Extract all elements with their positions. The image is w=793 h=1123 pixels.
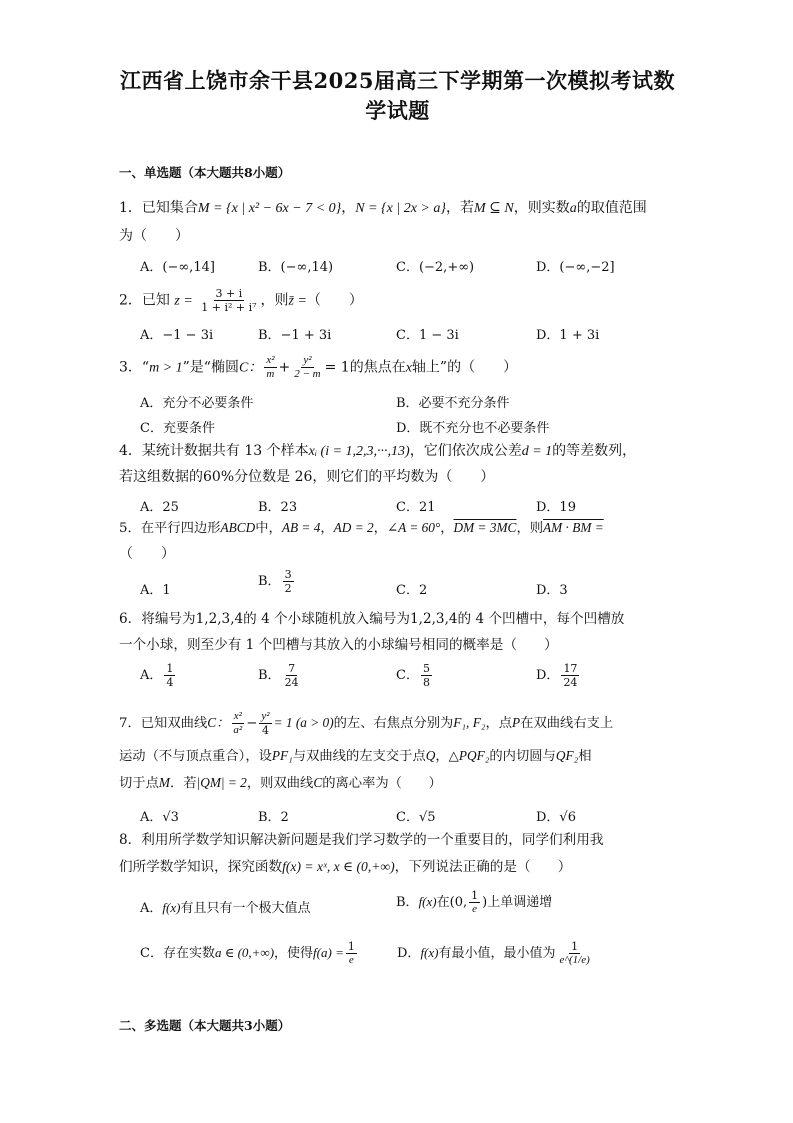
q8-b-label: B．: [396, 895, 419, 910]
q4-text-2: ，它们依次成公差: [409, 443, 522, 459]
q4-option-d[interactable]: D．19: [536, 500, 576, 515]
q1-set-n: N = {x | 2x > a}: [355, 201, 446, 216]
question-5-line-2: （ ）: [119, 546, 175, 562]
q3-condition: m > 1: [149, 360, 183, 376]
q8-b-interval-open: (0,: [449, 895, 468, 910]
q8-a-label: A．: [140, 901, 163, 916]
question-3: [119, 354, 517, 381]
q8-d-fx: f(x): [420, 945, 439, 960]
q2-denominator: 1 + i² + i⁷: [201, 301, 257, 314]
q4-sample: xᵢ (i = 1,2,3,···,13): [308, 444, 410, 459]
q6-d-label: D．: [536, 668, 560, 683]
q2-option-c[interactable]: C．1 − 3i: [396, 328, 459, 343]
q8-text-2: ，下列说法正确的是（ ）: [394, 859, 572, 875]
q6-d-fraction: [561, 662, 579, 689]
q1-text-4: 的取值范围: [576, 200, 647, 216]
q8-function: f(x) = xˣ, x ∈ (0,+∞): [282, 859, 395, 874]
question-4-line-2: 若这组数据的60%分位数是 26，则它们的平均数为（ ）: [119, 469, 495, 485]
q7-curve: C：: [207, 715, 230, 730]
q7-l3-text-3: ，则双曲线: [246, 776, 314, 791]
q8-b-den: e: [472, 903, 478, 915]
q7-text-2: 的左、右焦点分别为: [333, 716, 454, 731]
q6-a-den: 4: [166, 676, 174, 689]
q7-option-d[interactable]: D．√6: [536, 810, 576, 825]
question-7-line-3: [119, 772, 442, 795]
q8-text: 们所学数学知识，探究函数: [119, 859, 283, 875]
q3-option-d[interactable]: D．既不充分也不必要条件: [396, 421, 550, 436]
q7-f2-den: 4: [261, 724, 269, 737]
q3-text-3: 的焦点在: [349, 359, 406, 376]
q5-option-d[interactable]: D．3: [536, 583, 568, 598]
q7-f1-num: x²: [233, 710, 242, 722]
q5-option-b[interactable]: [258, 568, 296, 595]
q3-text: 3．“: [119, 359, 150, 376]
q7-fraction-2: [259, 710, 271, 737]
q7-l3-text: 切于点: [119, 776, 159, 791]
q8-option-a[interactable]: [140, 897, 310, 916]
q5-option-c[interactable]: C．2: [396, 583, 428, 598]
q5-text: 5．在平行四边形: [119, 521, 221, 536]
q2-paren: （ ）: [306, 292, 363, 309]
question-1-line-1: [119, 197, 647, 220]
q3-eq: = 1: [324, 359, 350, 376]
q7-foci: F₁, F₂: [453, 715, 486, 730]
q5-b-num: 3: [284, 568, 292, 581]
q5-angle: ∠A = 60°: [386, 520, 441, 535]
q4-option-c[interactable]: C．21: [396, 500, 436, 515]
q2-text: 2．已知: [119, 292, 170, 309]
q7-option-a[interactable]: A．√3: [140, 810, 179, 825]
q4-option-b[interactable]: B．23: [258, 500, 298, 515]
q7-l2-comma: ，: [435, 749, 449, 764]
q8-d-text: 有最小值，最小值为: [438, 946, 556, 961]
q6-a-label: A．: [140, 668, 163, 683]
q1-text: 1．已知集合: [119, 200, 198, 216]
q6-a-num: 1: [166, 662, 174, 675]
q3-plus: +: [278, 359, 291, 376]
q4-text: 4．某统计数据共有 13 个样本: [119, 443, 309, 459]
q7-l2-text-3: 的内切圆与: [489, 749, 556, 764]
q6-d-num: 17: [563, 662, 578, 675]
q5-comma: ，: [320, 521, 334, 536]
q2-option-a[interactable]: A．−1 − 3i: [140, 328, 214, 343]
q6-option-b[interactable]: [258, 662, 303, 689]
q1-subset: M ⊆ N: [473, 201, 514, 216]
q7-point-q: Q: [425, 748, 436, 763]
q2-zbar: z̄ =: [288, 293, 307, 309]
q8-option-c[interactable]: [140, 940, 359, 967]
q8-c-den: e: [348, 954, 354, 966]
q7-point-m: M: [158, 775, 170, 790]
q5-option-a[interactable]: A．1: [140, 583, 171, 598]
q4-text-3: 的等差数列，: [552, 443, 637, 459]
q7-option-c[interactable]: C．√5: [396, 810, 436, 825]
q6-b-den: 24: [284, 676, 299, 689]
q6-c-den: 8: [422, 676, 430, 689]
q3-text-2: ”是“椭圆: [182, 359, 239, 376]
q5-comma-3: ，: [440, 521, 454, 536]
q1-text-3: ，则实数: [513, 200, 570, 216]
title-line-1: 江西省上饶市余干县2025届高三下学期第一次模拟考试数: [120, 68, 675, 93]
page-title: [110, 66, 685, 126]
section-heading-single-choice: 一、单选题（本大题共8小题）: [119, 165, 291, 180]
q3-fraction-1: [264, 354, 276, 381]
q8-b-fx: f(x): [418, 894, 437, 909]
q5-comma-2: ，: [373, 521, 387, 536]
q2-option-d[interactable]: D．1 + 3i: [536, 328, 600, 343]
q1-comma: ，: [341, 200, 356, 216]
q6-d-den: 24: [563, 676, 578, 689]
question-7-line-1: [119, 710, 613, 737]
q8-b-text: 在: [436, 895, 450, 910]
q7-l2-text-2: 与双曲线的左支交于点: [292, 749, 426, 764]
q8-b-text-2: 上单调递增: [487, 895, 553, 910]
q8-a-fx: f(x): [162, 900, 181, 915]
q3-fraction-2: [292, 354, 322, 381]
q8-b-interval-close: ): [482, 895, 488, 910]
q7-l3-text-2: ．若: [169, 776, 197, 791]
q7-triangle: △PQF₂: [448, 748, 490, 763]
q8-c-text: ，使得: [274, 946, 314, 961]
q3-ellipse-name: C：: [238, 360, 263, 376]
q4-diff: d = 1: [521, 444, 553, 459]
q8-d-fraction: [558, 940, 592, 967]
q5-b-den: 2: [284, 582, 292, 595]
q6-c-num: 5: [422, 662, 430, 675]
question-8-line-2: [119, 856, 571, 878]
q6-c-label: C．: [396, 668, 419, 683]
q1-set-m: M = {x | x² − 6x − 7 < 0}: [197, 201, 342, 216]
question-6-line-2: 一个小球，则至少有 1 个凹槽与其放入的小球编号相同的概率是（ ）: [119, 637, 558, 653]
q1-option-c[interactable]: C．(−2,+∞): [396, 260, 475, 275]
q8-c-label: C．存在实数: [140, 946, 215, 961]
q3-x-axis: x: [405, 360, 412, 376]
q7-point-p: P: [512, 715, 521, 730]
q6-option-a[interactable]: [140, 662, 177, 689]
question-2: [119, 287, 363, 314]
q4-option-a[interactable]: A．25: [140, 500, 179, 515]
question-1-line-2: 为（ ）: [119, 228, 189, 244]
q3-f1-den: m: [266, 368, 275, 380]
q8-c-interval: a ∈ (0,+∞): [214, 945, 275, 960]
q2-z: z =: [174, 293, 193, 309]
q7-l2-text: 运动（不与顶点重合），设: [119, 749, 272, 764]
q1-var-a: a: [569, 201, 577, 216]
q6-c-fraction: [421, 662, 432, 689]
q2-option-b[interactable]: B．−1 + 3i: [258, 328, 332, 343]
q8-option-b[interactable]: [396, 889, 552, 916]
question-6-line-1: 6．将编号为1,2,3,4的 4 个小球随机放入编号为1,2,3,4的 4 个凹槽中，每个凹槽放: [119, 611, 625, 627]
question-7-line-2: [119, 745, 592, 768]
q7-option-b[interactable]: B．2: [258, 810, 289, 825]
q2-text-2: ，则: [260, 292, 289, 309]
q2-numerator: 3 + i: [215, 287, 243, 300]
q6-option-d[interactable]: [536, 662, 581, 689]
q8-c-fa: f(a) =: [313, 945, 344, 960]
q7-minus: −: [246, 716, 258, 731]
q8-c-fraction: [346, 940, 357, 967]
question-4-line-1: [119, 440, 636, 463]
q6-b-label: B．: [258, 668, 281, 683]
q8-b-num: 1: [471, 889, 479, 902]
q3-option-a[interactable]: A．充分不必要条件: [140, 396, 254, 411]
q5-dot-product: AM · BM =: [543, 520, 604, 535]
q8-a-text: 有且只有一个极大值点: [180, 901, 311, 916]
q1-text-2: ，若: [445, 200, 474, 216]
section-heading-multiple-choice: 二、多选题（本大题共3小题）: [119, 1018, 291, 1033]
q5-b-label: B．: [258, 574, 281, 589]
q7-fraction-1: [231, 710, 244, 737]
q7-text-3: ，点: [485, 716, 513, 731]
q7-l3-text-4: 的离心率为（ ）: [322, 776, 442, 791]
q8-d-num: 1: [571, 940, 579, 953]
q1-option-b[interactable]: B．(−∞,14): [258, 260, 334, 275]
q3-f2-den: 2 − m: [294, 368, 321, 380]
q7-curve-c: C: [313, 775, 323, 790]
q7-eq: = 1 (a > 0): [273, 715, 334, 730]
q7-qm: |QM| = 2: [196, 775, 247, 790]
q5-b-fraction: [283, 568, 294, 595]
q3-option-c[interactable]: C．充要条件: [140, 421, 215, 436]
question-8-line-1: 8．利用所学数学知识解决新问题是我们学习数学的一个重要目的，同学们利用我: [119, 832, 604, 848]
q3-text-4: 轴上”的（ ）: [411, 359, 518, 376]
q3-option-b[interactable]: B．必要不充分条件: [396, 396, 510, 411]
q2-fraction: [199, 287, 258, 314]
q8-option-d[interactable]: [397, 940, 594, 967]
q3-f2-num: y²: [303, 354, 312, 366]
q8-b-fraction: [469, 889, 480, 916]
q8-c-num: 1: [347, 940, 355, 953]
q1-option-d[interactable]: D．(−∞,−2]: [536, 260, 615, 275]
q5-ab: AB = 4: [281, 520, 321, 535]
q8-d-label: D．: [397, 946, 421, 961]
q6-b-num: 7: [288, 662, 296, 675]
q5-text-2: 中，: [255, 521, 282, 536]
q1-option-a[interactable]: A．(−∞,14]: [140, 260, 215, 275]
q5-text-3: ，则: [516, 521, 544, 536]
q7-f1-den: a²: [233, 724, 243, 736]
q7-f2-num: y²: [261, 710, 270, 722]
q5-abcd: ABCD: [220, 520, 256, 535]
title-line-2: 学试题: [365, 98, 430, 123]
q5-vector-dm: DM = 3MC: [453, 520, 517, 535]
q6-a-fraction: [164, 662, 175, 689]
q5-ad: AD = 2: [333, 520, 374, 535]
q7-text-4: 在双曲线右支上: [520, 716, 614, 731]
q7-pf1: PF₁: [271, 748, 293, 763]
q7-text: 7．已知双曲线: [119, 716, 208, 731]
question-5-line-1: [119, 517, 604, 540]
q3-f1-num: x²: [266, 354, 275, 366]
q7-qf2: QF₂: [555, 748, 579, 763]
q6-b-fraction: [283, 662, 301, 689]
q8-d-den: e^(1/e): [559, 954, 590, 966]
q6-option-c[interactable]: [396, 662, 434, 689]
q7-l2-text-4: 相: [578, 749, 592, 764]
